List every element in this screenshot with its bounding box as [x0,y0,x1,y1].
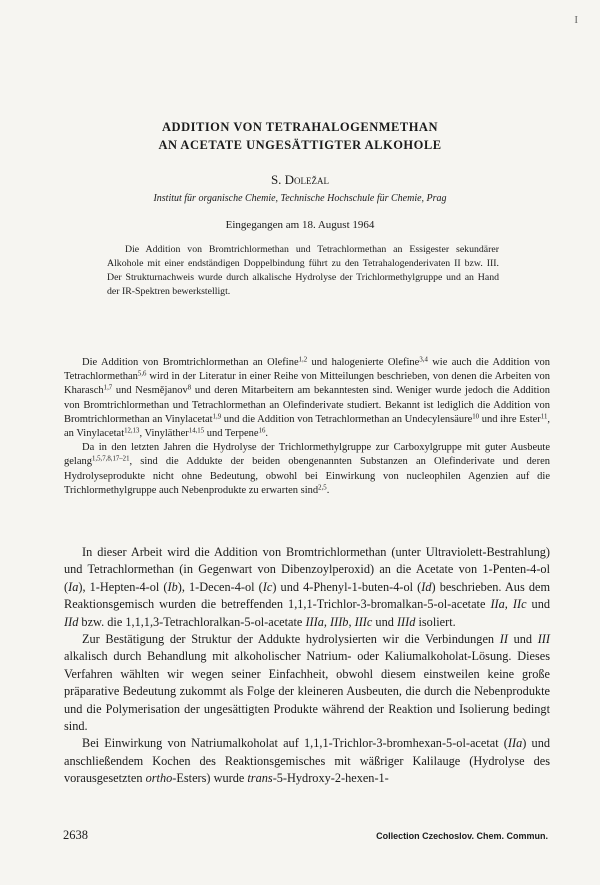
intro-paragraph-1: Die Addition von Bromtrichlormethan an Olefine$^{1,2}$ und halogenierte Olefine$^{3,4}$ wie auch die Addition von Tetrachlormethan$^{5,6}$ wird in der Literatur in einer Reihe von Mitteilungen beschrieben, von denen die Arbeiten von Kharasch$^{1,7}$ und Nesmějanov$^8$ und deren Mitarbeitern am bekanntesten sind. Weniger wurde jedoch die Addition von Bromtrichlormethan und Tetrachlormethan an Olefinderivate studiert. Bekannt ist lediglich die Addition von Bromtrichlormethan an Vinylacetat$^{1,9}$ und die Addition von Tetrachlormethan an Undecylensäure$^{10}$ und ihre Ester$^{11}$, an Vinylacetat$^{12,13}$, Vinyläther$^{14,15}$ und Terpene$^{16}$. [64,356,550,440]
abstract-text: Die Addition von Bromtrichlormethan und Tetrachlormethan an Essigester sekundärer Alkohole mit einer endständigen Doppelbindung führt zu den Tetrahalogenderivaten II bzw. III. Der Strukturnachweis wurde durch alkalische Hydrolyse der Trichlormethylgruppe und an Hand der IR-Spektren bewerkstelligt. [107,244,499,298]
citation: 8 [187,384,192,392]
citation: 11 [540,413,548,421]
title-line-2: AN ACETATE UNGESÄTTIGTER ALKOHOLE [158,138,442,152]
page-number: 2638 [63,828,88,842]
author [0,172,600,188]
citation: 2,5 [318,484,327,492]
abstract [107,243,499,299]
citation: 14,15 [188,427,205,435]
corner-mark: I [574,14,578,26]
author-name: Doležal [284,172,330,187]
title-line-1: ADDITION VON TETRAHALOGENMETHAN [162,120,438,134]
journal-name: Collection Czechoslov. Chem. Commun. [376,831,548,841]
citation: 12,13 [124,427,140,435]
citation: 1,7 [103,384,113,392]
citation: 10 [472,413,480,421]
introduction [64,356,550,498]
citation: 1,2 [298,356,308,364]
author-initial: S. [270,172,282,187]
body-paragraph-2: Zur Bestätigung der Struktur der Addukte hydrolysierten wir die Verbindungen II und III alkalisch durch Behandlung mit alkoholischer Natrium- oder Kaliumalkoholat-Lösung. Dieses Verfahren wählten wir wegen seiner Einfachheit, obwohl diesem einstweilen keine große präparative Bedeutung zukommt als Folge der kleineren Ausbeuten, die durch die Nebenprodukte und die Polymerisation der ungesättigten Produkte während der Reaktion und Isolierung bedingt sind. [64,632,550,734]
body-text [64,544,550,788]
citation: 16 [258,427,266,435]
citation: 3,4 [419,356,428,364]
body-paragraph-3: Bei Einwirkung von Natriumalkoholat auf 1,1,1-Trichlor-3-bromhexan-5-ol-acetat (IIa) und anschließendem Kochen des Reaktionsgemisches mit wäßriger Kalilauge (Hydrolyse des vorausgesetzten ortho-Esters) wurde trans-5-Hydroxy-2-hexen-1- [64,736,550,786]
received-date: Eingegangen am 18. August 1964 [225,219,375,231]
institution: Institut für organische Chemie, Technische Hochschule für Chemie, Prag [153,193,447,204]
citation: 5,6 [137,370,147,378]
citation: 1,5,7,8,17–21 [92,455,130,463]
citation: 1,9 [212,413,222,421]
intro-paragraph-2: Da in den letzten Jahren die Hydrolyse der Trichlormethylgruppe zur Carboxylgruppe mit guter Ausbeute gelang$^{1,5,7,8,17-21}$, sind die Addukte der beiden obengenannten Substanzen an Olefinderivate und deren Hydrolyseprodukte nicht ohne Bedeutung, obwohl bei Einwirkung von nucleophilen Agenzien auf die Trichlormethylgruppe auch Nebenprodukte zu erwarten sind$^{2,5}$. [64,442,550,496]
body-paragraph-1: In dieser Arbeit wird die Addition von Bromtrichlormethan (unter Ultraviolett-Bestrahlung) und Tetrachlormethan (in Gegenwart von Dibenzoylperoxid) an die Acetate von 1-Penten-4-ol (Ia), 1-Hepten-4-ol (Ib), 1-Decen-4-ol (Ic) und 4-Phenyl-1-buten-4-ol (Id) beschrieben. Aus dem Reaktionsgemisch wurden die betreffenden 1,1,1-Trichlor-3-bromalkan-5-ol-acetate IIa, IIc und IId bzw. die 1,1,1,3-Tetrachloralkan-5-ol-acetate IIIa, IIIb, IIIc und IIId isoliert. [64,545,551,629]
